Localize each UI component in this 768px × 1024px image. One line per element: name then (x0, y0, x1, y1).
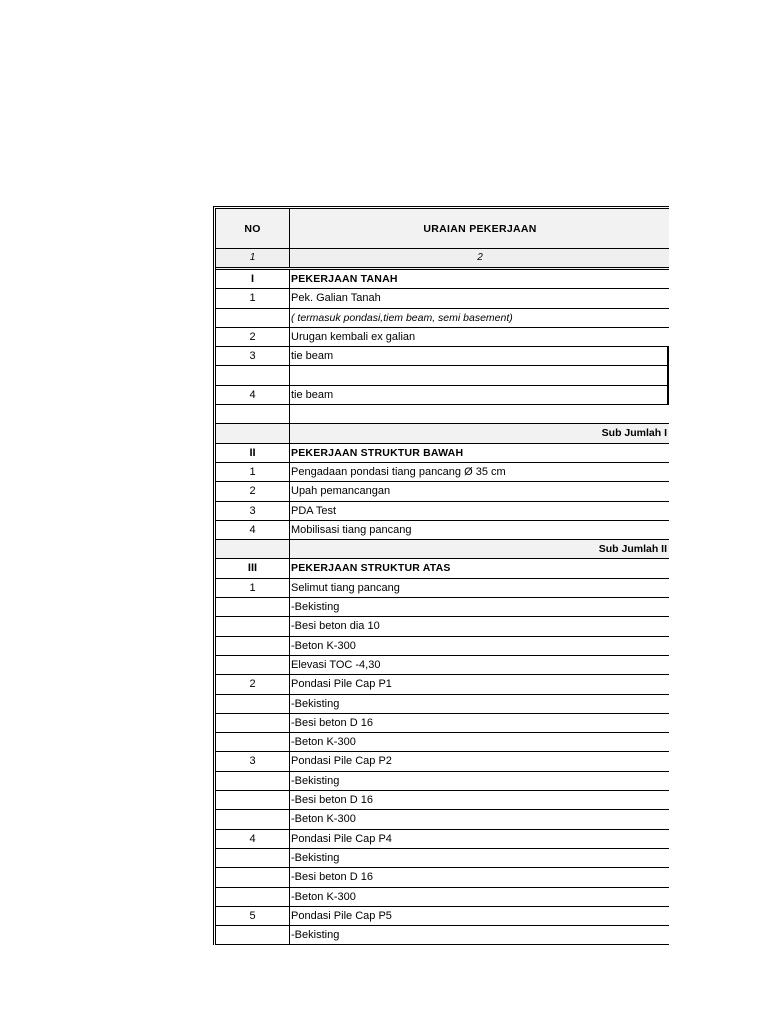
table-row (216, 405, 669, 424)
table-row (216, 366, 669, 385)
row-description: Pondasi Pile Cap P1 (291, 678, 392, 691)
table-header-row (216, 209, 669, 249)
row-description (290, 926, 669, 944)
table-row (216, 328, 669, 347)
section-row (216, 559, 669, 578)
row-description (290, 849, 669, 867)
row-number (216, 849, 290, 867)
table-row (216, 830, 669, 849)
row-number: III (216, 559, 290, 577)
row-description: PEKERJAAN STRUKTUR ATAS (291, 562, 451, 575)
row-dash: - (291, 851, 295, 864)
row-description (290, 772, 669, 790)
row-description-text: Bekisting (294, 929, 340, 942)
row-number (216, 791, 290, 809)
table-row (216, 675, 669, 694)
row-description: Pengadaan pondasi tiang pancang Ø 35 cm (291, 465, 506, 478)
row-description (290, 791, 669, 809)
row-description: Pek. Galian Tanah (291, 292, 381, 305)
row-number: 3 (216, 752, 290, 770)
row-dash: - (291, 774, 295, 787)
row-description: tie beam (290, 347, 668, 365)
row-description (290, 868, 669, 886)
row-number: II (216, 444, 290, 462)
row-description: PEKERJAAN STRUKTUR BAWAH (291, 446, 464, 459)
header-description: URAIAN PEKERJAAN (423, 223, 537, 235)
row-description (290, 637, 669, 655)
row-number: I (216, 270, 290, 288)
table-row (216, 733, 669, 752)
row-number: 5 (216, 907, 290, 925)
column-number-desc: 2 (477, 252, 483, 263)
table-row (216, 463, 669, 482)
row-description-text: Besi beton D 16 (294, 871, 373, 884)
row-description: Pondasi Pile Cap P5 (291, 909, 392, 922)
row-number (216, 733, 290, 751)
row-description: PEKERJAAN TANAH (291, 273, 398, 285)
row-number: 1 (216, 463, 290, 481)
row-number (216, 656, 290, 674)
row-dash: - (291, 620, 295, 633)
row-dash: - (291, 929, 295, 942)
row-description-text: Bekisting (294, 697, 340, 710)
row-number (216, 868, 290, 886)
row-dash: - (291, 697, 295, 710)
row-description-text: Bekisting (294, 851, 340, 864)
section-row (216, 444, 669, 463)
row-description (290, 888, 669, 906)
row-description-text: Beton K-300 (294, 890, 356, 903)
row-number (216, 695, 290, 713)
table-row (216, 656, 669, 675)
table-row (216, 926, 669, 945)
row-description (290, 695, 669, 713)
table-body (216, 270, 669, 945)
table-row (216, 714, 669, 733)
row-number: 1 (216, 289, 290, 307)
table-row (216, 502, 669, 521)
row-dash: - (291, 890, 295, 903)
row-number (216, 598, 290, 616)
row-number (216, 540, 290, 558)
section-row (216, 270, 669, 289)
table-row (216, 868, 669, 887)
row-description: Mobilisasi tiang pancang (291, 523, 412, 536)
table-row (216, 791, 669, 810)
table-row (216, 579, 669, 598)
table-row (216, 521, 669, 540)
row-description: Upah pemancangan (291, 485, 391, 498)
row-number (216, 810, 290, 828)
row-number (216, 424, 290, 442)
table-row (216, 637, 669, 656)
row-description-text: Beton K-300 (294, 639, 356, 652)
table-row (216, 772, 669, 791)
row-number: 3 (216, 502, 290, 520)
row-description: Elevasi TOC -4,30 (291, 658, 381, 671)
row-dash: - (291, 639, 295, 652)
table-row (216, 309, 669, 328)
subtotal-row (216, 540, 669, 559)
row-dash: - (291, 871, 295, 884)
row-dash: - (291, 716, 295, 729)
table-row (216, 617, 669, 636)
header-no: NO (216, 209, 290, 248)
row-description: Sub Jumlah II (598, 543, 667, 556)
row-description-text: Besi beton D 16 (294, 716, 373, 729)
row-description: PDA Test (291, 504, 337, 517)
row-description-text: Bekisting (294, 774, 340, 787)
row-number (216, 366, 290, 384)
table-row (216, 695, 669, 714)
row-description-text: Besi beton dia 10 (294, 620, 380, 633)
rab-table (213, 206, 669, 945)
row-description-text: Bekisting (294, 601, 340, 614)
row-number: 4 (216, 521, 290, 539)
row-description-text: Beton K-300 (294, 813, 356, 826)
row-description (290, 714, 669, 732)
row-number: 4 (216, 830, 290, 848)
row-number: 2 (216, 328, 290, 346)
table-row (216, 888, 669, 907)
row-number (216, 926, 290, 944)
row-description-text: Besi beton D 16 (294, 794, 373, 807)
row-number (216, 637, 290, 655)
row-description (290, 366, 668, 384)
row-number: 1 (216, 579, 290, 597)
row-description (290, 617, 669, 635)
row-description: tie beam (290, 386, 668, 404)
table-row (216, 907, 669, 926)
table-row (216, 289, 669, 308)
table-row (216, 386, 669, 405)
table-row (216, 347, 669, 366)
row-number (216, 617, 290, 635)
row-dash: - (291, 736, 295, 749)
row-number: 2 (216, 675, 290, 693)
row-dash: - (291, 813, 295, 826)
row-dash: - (291, 794, 295, 807)
row-number (216, 888, 290, 906)
table-row (216, 752, 669, 771)
row-description: ( termasuk pondasi,tiem beam, semi basement) (291, 311, 513, 324)
row-description (290, 598, 669, 616)
row-description-text: Beton K-300 (294, 736, 356, 749)
row-description: Pondasi Pile Cap P4 (291, 832, 392, 845)
row-description (290, 733, 669, 751)
row-number: 2 (216, 482, 290, 500)
row-description: Pondasi Pile Cap P2 (291, 755, 392, 768)
row-description: Selimut tiang pancang (291, 581, 400, 594)
row-number (216, 714, 290, 732)
table-row (216, 598, 669, 617)
row-number (216, 405, 290, 423)
row-dash: - (291, 601, 295, 614)
row-number: 3 (216, 347, 290, 365)
row-description (290, 810, 669, 828)
row-description (290, 405, 669, 423)
row-description: Sub Jumlah I (601, 427, 667, 440)
row-number: 4 (216, 386, 290, 404)
row-number (216, 772, 290, 790)
subtotal-row (216, 424, 669, 443)
column-number-row (216, 249, 669, 270)
table-row (216, 482, 669, 501)
table-row (216, 810, 669, 829)
row-description: Urugan kembali ex galian (291, 330, 416, 343)
table-row (216, 849, 669, 868)
row-number (216, 309, 290, 327)
column-number-no: 1 (216, 249, 290, 267)
